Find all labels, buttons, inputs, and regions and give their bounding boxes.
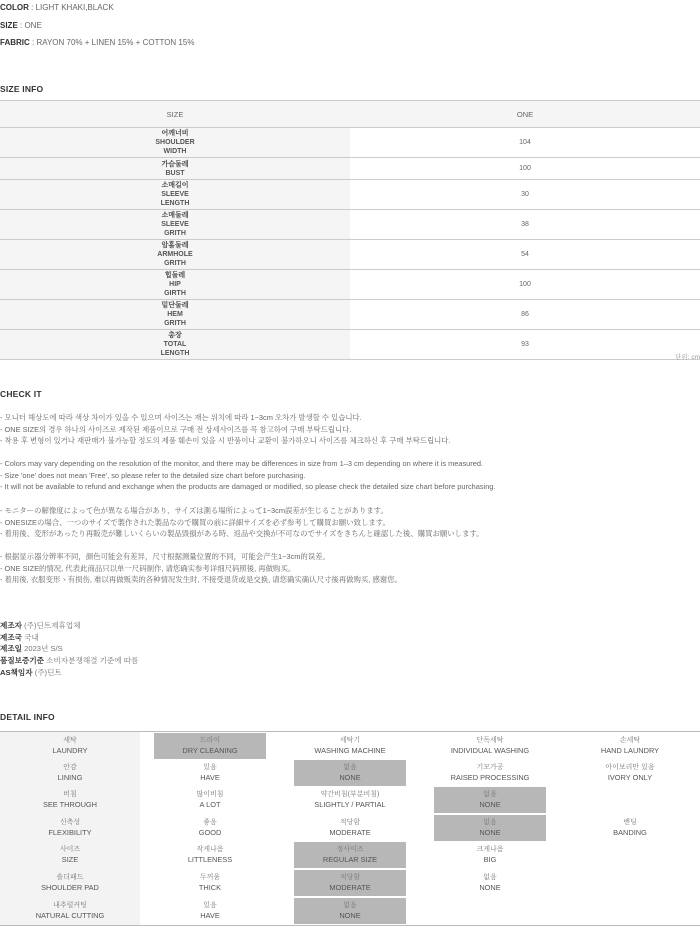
detail-option-cell xyxy=(574,760,686,786)
detail-option xyxy=(280,814,420,841)
detail-option-cell xyxy=(294,815,406,841)
note-line: - 根据显示器分辨率不同，颜色可能会有差异，尺寸根据测量位置的不同，可能会产生1~3cm的误差。 xyxy=(0,552,330,561)
detail-label-ko: 적당함 xyxy=(339,874,361,881)
detail-option xyxy=(420,732,560,760)
detail-label-ko: 있음 xyxy=(203,902,217,909)
maker-key: 제조국 xyxy=(0,632,23,642)
one-header: ONE xyxy=(350,101,700,128)
measurement-name-en: SLEEVE xyxy=(161,191,189,198)
detail-label-ko: 세탁 xyxy=(63,736,77,744)
maker-key: 품질보증기준 xyxy=(0,656,45,666)
detail-option xyxy=(560,759,700,786)
note-line: - ONE SIZE의 경우 하나의 사이즈로 제작된 제품이므로 구매 전 상세사이즈를 꼭 참고하여 구매 부탁드립니다. xyxy=(0,424,352,434)
measurement-label xyxy=(0,128,350,158)
measurement-name-en: LENGTH xyxy=(160,200,190,207)
measurement-name-ko: 총장 xyxy=(168,332,182,339)
measurement-label xyxy=(0,180,350,210)
detail-label-ko: 없음 xyxy=(483,818,497,826)
size-info-title: SIZE INFO xyxy=(0,84,44,94)
notes-japanese xyxy=(0,505,484,540)
notes-korean xyxy=(0,412,450,447)
note-line: - Colors may vary depending on the resolution of the monitor, and there may be differences in size from 1–3 cm depending on where it is measured. xyxy=(0,459,483,468)
detail-option xyxy=(280,732,420,760)
unit-label: 단위: cm xyxy=(675,354,700,361)
size-row xyxy=(0,210,700,240)
detail-option-cell xyxy=(434,760,546,786)
measurement-name-ko: 어깨너비 xyxy=(161,130,189,137)
measurement-name-en: SLEEVE xyxy=(161,221,189,228)
measurement-name-en: GRITH xyxy=(164,230,186,237)
measurement-label xyxy=(0,300,350,330)
detail-label-ko: 좋음 xyxy=(203,818,217,826)
detail-label-en: THICK xyxy=(198,883,222,892)
detail-label-en: RAISED PROCESSING xyxy=(450,772,530,782)
detail-category xyxy=(0,786,140,814)
detail-label-en: SHOULDER PAD xyxy=(41,883,99,892)
maker-line xyxy=(0,620,138,632)
maker-line xyxy=(0,632,138,644)
maker-info xyxy=(0,620,138,679)
notes-english xyxy=(0,458,495,493)
detail-label-ko: 없음 xyxy=(483,791,497,798)
note-line: - Size 'one' does not mean 'Free', so please refer to the detailed size chart before purchasing. xyxy=(0,470,306,480)
size-row xyxy=(0,128,700,158)
size-row xyxy=(0,330,700,360)
detail-option-cell xyxy=(434,733,546,759)
info-key: COLOR xyxy=(0,3,29,12)
measurement-label xyxy=(0,270,350,300)
note-line: - ONE SIZE的情况, 代表此商品只以单一尺码制作, 请您确实参考详细尺码照後, 再做购买。 xyxy=(0,563,296,573)
measurement-value: 30 xyxy=(350,180,700,210)
detail-option xyxy=(420,786,560,814)
detail-label-en: NONE xyxy=(479,827,501,837)
detail-label-ko: 없음 xyxy=(483,874,497,881)
measurement-label xyxy=(0,210,350,240)
detail-label-en: HAVE xyxy=(200,772,220,782)
detail-option-cell xyxy=(14,815,126,841)
maker-key: AS책임자 xyxy=(0,667,33,677)
detail-option xyxy=(140,732,280,760)
measurement-name-ko: 가슴둘레 xyxy=(161,160,189,168)
detail-label-en: SIZE xyxy=(61,855,79,864)
detail-label-en: MODERATE xyxy=(329,827,371,837)
note-line: - 착용 후 변형이 있거나 재판매가 불가능할 정도의 제품 훼손이 있을 시 반품이나 교환이 불가하오니 사이즈를 체크하신 후 구매 부탁드립니다. xyxy=(0,436,451,446)
detail-label-en: NATURAL CUTTING xyxy=(35,911,105,920)
detail-label-en: GOOD xyxy=(198,827,222,837)
detail-label-ko: 없음 xyxy=(343,902,357,909)
detail-info-title: DETAIL INFO xyxy=(0,712,55,722)
detail-label-en: LITTLENESS xyxy=(187,855,233,864)
detail-option-cell xyxy=(434,870,546,896)
detail-option-selected xyxy=(294,842,406,868)
detail-option-cell xyxy=(154,898,266,924)
maker-value: (주)딘트제휴업체 xyxy=(24,621,81,630)
note-line: - 모니터 해상도에 따라 색상 차이가 있을 수 있으며 사이즈는 재는 위치에 따라 1~3cm 오차가 발생할 수 있습니다. xyxy=(0,413,362,422)
detail-option-selected xyxy=(294,898,406,924)
detail-label-en: A LOT xyxy=(199,800,221,809)
detail-row xyxy=(0,759,700,786)
detail-category xyxy=(0,841,140,869)
detail-option-cell xyxy=(574,897,686,923)
detail-label-en: SEE THROUGH xyxy=(42,800,98,809)
detail-label-en: WASHING MACHINE xyxy=(314,745,386,755)
info-value: ONE xyxy=(24,21,42,30)
measurement-name-en: TOTAL xyxy=(163,341,187,348)
measurement-name-ko: 소매길이 xyxy=(161,182,189,189)
detail-option-selected xyxy=(154,733,266,759)
detail-label-en: FLEXIBILITY xyxy=(48,827,92,837)
detail-label-ko: 내추럴커팅 xyxy=(53,902,87,909)
detail-option-cell xyxy=(154,760,266,786)
detail-option xyxy=(560,732,700,760)
measurement-value: 93 xyxy=(350,330,700,360)
detail-label-en: MODERATE xyxy=(329,883,371,892)
detail-label-en: NONE xyxy=(339,911,361,920)
maker-line xyxy=(0,643,138,655)
maker-line xyxy=(0,655,138,667)
detail-option-cell xyxy=(574,841,686,867)
detail-option xyxy=(420,814,560,841)
detail-option xyxy=(560,841,700,869)
detail-label-ko: 사이즈 xyxy=(59,846,81,853)
detail-label-ko: 밴딩 xyxy=(623,818,637,826)
detail-option-selected xyxy=(434,787,546,813)
detail-label-en: NONE xyxy=(339,772,361,782)
detail-label-ko: 아이보리만 있음 xyxy=(605,763,655,771)
size-row xyxy=(0,240,700,270)
note-line: - ONESIZEの場合、一つのサイズで製作された製品なので購買の前に詳細サイズを必ず参考して購買お願い致します。 xyxy=(0,517,390,527)
detail-row xyxy=(0,814,700,841)
measurement-name-en: WIDTH xyxy=(163,148,187,155)
size-row xyxy=(0,158,700,180)
detail-label-en: LINING xyxy=(57,772,83,782)
measurement-label xyxy=(0,330,350,360)
detail-label-en: BIG xyxy=(483,855,497,864)
detail-label-en: LAUNDRY xyxy=(52,745,88,755)
detail-option-cell xyxy=(14,733,126,759)
maker-line xyxy=(0,667,138,679)
detail-category xyxy=(0,897,140,926)
detail-option xyxy=(420,869,560,897)
detail-option xyxy=(140,759,280,786)
detail-option xyxy=(140,786,280,814)
detail-option-cell xyxy=(154,787,266,813)
detail-option xyxy=(280,786,420,814)
detail-row xyxy=(0,786,700,814)
detail-option xyxy=(140,814,280,841)
detail-option xyxy=(560,786,700,814)
detail-option-cell xyxy=(574,733,686,759)
measurement-name-en: LENGTH xyxy=(160,350,190,357)
info-value: LIGHT KHAKI,BLACK xyxy=(35,3,114,12)
detail-category xyxy=(0,869,140,897)
detail-option xyxy=(280,759,420,786)
maker-key: 제조자 xyxy=(0,621,23,630)
note-line: - 着用後、変形があったり再販売が難しいくらいの製品毀損がある時、返品や交換が不可なのでサイズをきちんと確認した後、購買お願いします。 xyxy=(0,529,484,539)
detail-option-cell xyxy=(14,787,126,813)
detail-option-cell xyxy=(14,842,126,868)
notes-chinese xyxy=(0,551,402,586)
size-table-header xyxy=(0,101,700,128)
info-key: FABRIC xyxy=(0,38,30,47)
measurement-name-ko: 소매둘레 xyxy=(161,212,189,219)
measurement-name-en: SHOULDER xyxy=(155,139,195,146)
detail-option-cell xyxy=(574,815,686,841)
detail-option xyxy=(420,897,560,926)
detail-option-cell xyxy=(154,815,266,841)
measurement-name-en: HIP xyxy=(169,281,181,288)
detail-label-ko: 안감 xyxy=(63,763,77,771)
detail-label-en: REGULAR SIZE xyxy=(322,855,378,864)
detail-label-en: HAVE xyxy=(200,911,220,920)
detail-row xyxy=(0,841,700,869)
detail-label-ko: 크게나옴 xyxy=(476,846,504,853)
measurement-label xyxy=(0,240,350,270)
detail-option-cell xyxy=(14,870,126,896)
detail-option xyxy=(140,869,280,897)
detail-label-en: HAND LAUNDRY xyxy=(600,745,660,755)
detail-option-selected xyxy=(434,815,546,841)
info-size: SIZE : ONE xyxy=(0,21,42,30)
detail-option-selected xyxy=(294,760,406,786)
measurement-name-en: HEM xyxy=(167,311,183,318)
measurement-value: 38 xyxy=(350,210,700,240)
maker-value: 소비자분쟁해결 기준에 따름 xyxy=(46,656,139,666)
detail-label-en: SLIGHTLY / PARTIAL xyxy=(314,800,386,809)
detail-category xyxy=(0,732,140,760)
info-value: RAYON 70% + LINEN 15% + COTTON 15% xyxy=(36,38,195,47)
size-header: SIZE xyxy=(0,101,350,128)
maker-key: 제조일 xyxy=(0,644,23,654)
size-row xyxy=(0,300,700,330)
detail-label-en: NONE xyxy=(479,800,501,809)
info-color: COLOR : LIGHT KHAKI,BLACK xyxy=(0,3,114,12)
detail-label-ko: 드라이 xyxy=(199,736,221,744)
measurement-label xyxy=(0,158,350,180)
measurement-name-en: GRITH xyxy=(164,320,186,327)
detail-option xyxy=(140,841,280,869)
detail-label-ko: 숄더패드 xyxy=(56,874,84,881)
check-it-title: CHECK IT xyxy=(0,389,42,399)
measurement-name-en: GRITH xyxy=(164,260,186,267)
detail-option xyxy=(560,869,700,897)
measurement-value: 100 xyxy=(350,270,700,300)
detail-label-ko: 비침 xyxy=(63,791,77,798)
detail-label-ko: 두꺼움 xyxy=(199,874,221,881)
detail-option-cell xyxy=(294,733,406,759)
detail-option xyxy=(280,869,420,897)
maker-value: 국내 xyxy=(24,632,39,642)
measurement-name-ko: 암홀둘레 xyxy=(161,242,189,249)
measurement-value: 86 xyxy=(350,300,700,330)
size-row xyxy=(0,180,700,210)
detail-option-cell xyxy=(574,786,686,812)
detail-label-ko: 기모가공 xyxy=(476,763,504,771)
detail-category xyxy=(0,814,140,841)
detail-label-en: NONE xyxy=(479,883,501,892)
note-line: - 着用後, 衣服变形ヽ有损伤, 难以再做贩卖的各种情况发生时, 不接受退货或是交换, 请您确实确认尺寸後再做购买, 感谢您。 xyxy=(0,575,402,585)
detail-option xyxy=(280,897,420,926)
measurement-name-ko: 밑단둘레 xyxy=(161,302,189,309)
detail-option-cell xyxy=(434,842,546,868)
detail-row xyxy=(0,897,700,926)
size-row xyxy=(0,270,700,300)
info-key: SIZE xyxy=(0,21,18,30)
detail-grid xyxy=(0,731,700,926)
detail-option-cell xyxy=(154,842,266,868)
info-fabric: FABRIC : RAYON 70% + LINEN 15% + COTTON 15% xyxy=(0,38,195,47)
detail-option-selected xyxy=(294,870,406,896)
detail-option-cell xyxy=(434,897,546,923)
detail-label-ko: 정사이즈 xyxy=(336,846,364,853)
detail-option-cell xyxy=(154,870,266,896)
detail-label-ko: 단독세탁 xyxy=(476,736,504,744)
detail-label-ko: 작게나옴 xyxy=(196,846,224,853)
detail-row xyxy=(0,869,700,897)
detail-label-en: IVORY ONLY xyxy=(607,772,653,782)
detail-option-cell xyxy=(14,898,126,924)
detail-label-en: DRY CLEANING xyxy=(182,745,238,755)
detail-category xyxy=(0,759,140,786)
detail-option xyxy=(420,759,560,786)
detail-option-cell xyxy=(574,869,686,895)
detail-option xyxy=(560,897,700,926)
measurement-name-en: BUST xyxy=(165,169,185,177)
measurement-value: 104 xyxy=(350,128,700,158)
detail-option xyxy=(280,841,420,869)
measurement-value: 54 xyxy=(350,240,700,270)
detail-row xyxy=(0,732,700,760)
detail-label-en: BANDING xyxy=(613,827,647,837)
detail-label-ko: 약간비침(부분비침) xyxy=(320,791,380,798)
note-line: - モニターの解像度によって色が異なる場合があり、サイズは測る場所によって1~3cm誤差が生じることがあります。 xyxy=(0,506,388,515)
detail-option-cell xyxy=(294,787,406,813)
maker-value: (주)딘트 xyxy=(34,667,62,677)
detail-label-ko: 신축성 xyxy=(59,818,81,826)
detail-label-ko: 적당함 xyxy=(339,818,361,826)
detail-label-ko: 손세탁 xyxy=(619,736,641,744)
measurement-name-en: GIRTH xyxy=(164,290,186,297)
detail-label-ko: 있음 xyxy=(203,763,217,771)
measurement-name-ko: 힙둘레 xyxy=(164,272,186,279)
measurement-name-en: ARMHOLE xyxy=(157,251,193,258)
detail-label-ko: 없음 xyxy=(343,763,357,771)
detail-option xyxy=(560,814,700,841)
detail-option xyxy=(420,841,560,869)
detail-label-ko: 세탁기 xyxy=(339,736,361,744)
detail-label-ko: 많이비침 xyxy=(196,791,224,798)
size-table xyxy=(0,100,700,360)
maker-value: 2023년 S/S xyxy=(24,644,63,654)
detail-option-cell xyxy=(14,760,126,786)
measurement-value: 100 xyxy=(350,158,700,180)
note-line: - It will not be available to refund and exchange when the products are damaged or modified, so please check the detailed size chart before purchasing. xyxy=(0,482,496,492)
detail-option xyxy=(140,897,280,926)
detail-label-en: INDIVIDUAL WASHING xyxy=(450,745,530,755)
